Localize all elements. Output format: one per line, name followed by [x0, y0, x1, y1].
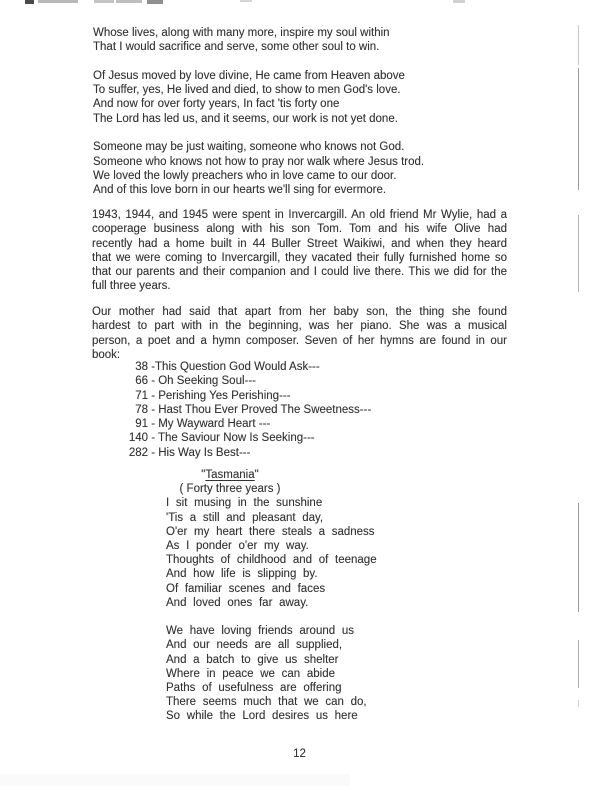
- hymn-title: - My Wayward Heart ---: [148, 418, 271, 431]
- poem-line: And a batch to give us shelter: [166, 653, 339, 666]
- poem-line: 'Tis a still and pleasant day,: [166, 511, 324, 524]
- verse-line: That I would sacrifice and serve, some other soul to win.: [93, 41, 380, 54]
- paragraph-line: that our parents and their companion and I could live there. This we did for the: [92, 266, 507, 279]
- paragraph-line: hardest to part with in the beginning, was her piano. She was a musical: [92, 320, 507, 333]
- paragraph-line: full three years.: [92, 280, 171, 293]
- scan-mark: [147, 0, 163, 4]
- scan-mark: [116, 0, 142, 3]
- poem-line: And how life is slipping by.: [166, 568, 318, 581]
- poem-line: We have loving friends around us: [166, 625, 354, 638]
- hymn-item: [92, 360, 371, 374]
- scan-line: [578, 503, 579, 612]
- verse-line: And of this love born in our hearts we'll sing for evermore.: [93, 184, 387, 197]
- poem-line: There seems much that we can do,: [166, 696, 367, 709]
- hymn-number: 140: [128, 432, 148, 445]
- poem-line: I sit musing in the sunshine: [166, 497, 323, 510]
- hymn-title: - His Way Is Best---: [148, 446, 251, 459]
- hymn-item: [92, 403, 371, 417]
- stanza: [93, 69, 424, 126]
- stanza: [166, 624, 377, 723]
- verse-line: Someone who knows not how to pray nor walk where Jesus trod.: [93, 155, 425, 168]
- poem-title-close-quote: ": [254, 469, 259, 481]
- poem-title-text: Tasmania: [205, 469, 255, 481]
- hymn-number: 66: [135, 375, 148, 388]
- poem-line: O'er my heart there steals a sadness: [166, 525, 375, 538]
- hymn-item: [92, 389, 371, 403]
- scan-mark: [94, 0, 114, 3]
- hymn-title: - Perishing Yes Perishing---: [148, 389, 291, 402]
- scan-line: [578, 68, 579, 190]
- paragraph-line: cooperage business along with his son Tom. Tom and his wife Olive had: [92, 223, 507, 236]
- paragraph-mother: [92, 305, 507, 362]
- poem-title: [92, 468, 368, 482]
- verse-line: The Lord has led us, and it seems, our work is not yet done.: [93, 112, 398, 125]
- paragraph-invercargill: [92, 208, 507, 294]
- stanza: [166, 496, 377, 610]
- scan-mark: [0, 774, 350, 786]
- paragraph-line: that we were coming to Invercargill, they vacated their fully furnished home so: [92, 251, 507, 264]
- poem-line: Where in peace we can abide: [166, 667, 336, 680]
- stanza: [93, 140, 424, 197]
- hymn-number: 38: [135, 361, 148, 373]
- poem-subtitle: ( Forty three years ): [179, 483, 281, 496]
- hymn-number: 282: [128, 446, 148, 459]
- scan-line: [578, 700, 579, 707]
- poem-line: And loved ones far away.: [166, 596, 309, 609]
- hymn-title: - Oh Seeking Soul---: [148, 375, 257, 388]
- hymn-number: 78: [135, 403, 148, 416]
- poem-line: Thoughts of childhood and of teenage: [166, 554, 377, 567]
- hymn-item: [92, 446, 371, 460]
- poem-body: [166, 496, 377, 737]
- poem-line: And our needs are all supplied,: [166, 639, 343, 652]
- poem-line: So while the Lord desires us here: [166, 710, 358, 723]
- hymn-list: [92, 360, 371, 460]
- paragraph-line: 1943, 1944, and 1945 were spent in Invercargill. An old friend Mr Wylie, had a: [92, 209, 507, 221]
- paragraph-line: book:: [92, 348, 121, 361]
- poem-line: As I ponder o'er my way.: [166, 540, 309, 552]
- hymn-title: -This Question God Would Ask---: [148, 361, 320, 373]
- poem-line: Paths of usefulness are offering: [166, 682, 342, 695]
- verse-line: To suffer, yes, He lived and died, to show to men God's love.: [93, 84, 401, 97]
- stanza: [93, 26, 424, 55]
- scan-mark: [25, 0, 34, 4]
- verse-line: Of Jesus moved by love divine, He came from Heaven above: [93, 69, 405, 82]
- hymn-title: - The Saviour Now Is Seeking---: [148, 432, 315, 445]
- poem-heading: [92, 468, 368, 496]
- opening-verses: [93, 26, 424, 212]
- scan-mark: [453, 0, 465, 3]
- hymn-item: [92, 417, 371, 431]
- scan-mark: [38, 0, 78, 3]
- scan-mark: [240, 0, 252, 2]
- paragraph-line: Our mother had said that apart from her baby son, the thing she found: [92, 306, 507, 318]
- poem-line: Of familiar scenes and faces: [166, 582, 326, 595]
- verse-line: Someone may be just waiting, someone who knows not God.: [93, 141, 405, 154]
- paragraph-line: person, a poet and a hymn composer. Seven of her hymns are found in our: [92, 334, 507, 347]
- page-number: 12: [293, 748, 306, 760]
- scan-line: [578, 25, 579, 65]
- scan-line: [578, 215, 579, 292]
- paragraph-line: recently had a home built in 44 Buller Street Waikiwi, and when they heard: [92, 237, 507, 250]
- hymn-item: [92, 431, 371, 445]
- verse-line: Whose lives, along with many more, inspire my soul within: [93, 27, 390, 39]
- hymn-title: - Hast Thou Ever Proved The Sweetness---: [148, 403, 372, 416]
- verse-line: And now for over forty years, In fact 'tis forty one: [93, 98, 340, 111]
- poem-title-open-quote: ": [201, 469, 206, 481]
- scan-line: [578, 640, 579, 688]
- hymn-number: 71: [135, 389, 148, 402]
- hymn-item: [92, 374, 371, 388]
- verse-line: We loved the lowly preachers who in love came to our door.: [93, 169, 397, 182]
- hymn-number: 91: [135, 418, 148, 431]
